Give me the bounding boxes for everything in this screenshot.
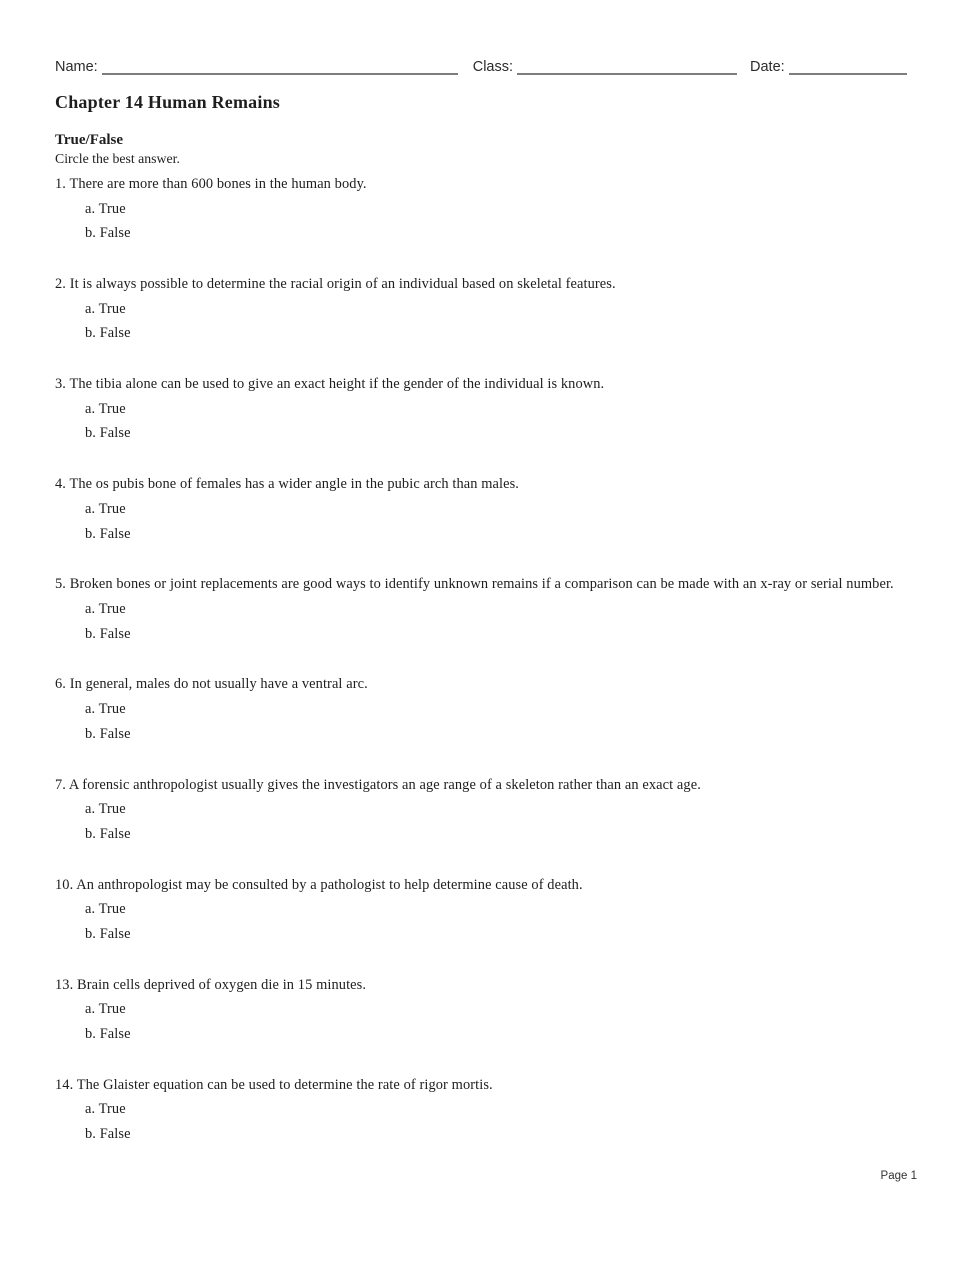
option-label: True — [98, 500, 126, 517]
question-label: An anthropologist may be consulted by a pathologist to help determine cause of death. — [76, 876, 583, 893]
option-label: True — [98, 400, 126, 417]
option-letter: b. — [85, 725, 96, 742]
answer-option — [55, 197, 917, 222]
option-label: False — [99, 725, 131, 742]
question-text — [55, 873, 917, 898]
answer-option — [55, 722, 917, 747]
option-letter: b. — [85, 825, 96, 842]
date-label: Date: — [750, 59, 785, 75]
option-letter: b. — [85, 425, 96, 442]
date-fill-line[interactable] — [789, 57, 907, 75]
option-label: True — [98, 200, 126, 217]
option-label: False — [99, 525, 131, 542]
answer-option — [55, 922, 917, 947]
question-item — [55, 672, 917, 746]
question-text — [55, 773, 917, 798]
answer-option — [55, 397, 917, 422]
option-letter: b. — [85, 325, 96, 342]
question-label: The Glaister equation can be used to determine the rate of rigor mortis. — [76, 1076, 493, 1093]
question-item — [55, 773, 917, 847]
question-item — [55, 472, 917, 546]
name-fill-line[interactable] — [102, 57, 458, 75]
name-label: Name: — [55, 59, 98, 75]
question-number: 6. — [55, 676, 66, 693]
option-letter: a. — [85, 901, 96, 918]
class-label: Class: — [472, 59, 514, 75]
option-label: False — [99, 925, 131, 942]
question-item — [55, 172, 917, 246]
question-text — [55, 672, 917, 697]
question-number: 14. — [55, 1076, 74, 1093]
option-label: False — [99, 325, 131, 342]
answer-option — [55, 522, 917, 547]
answer-option — [55, 1122, 917, 1147]
option-label: False — [99, 425, 131, 442]
option-label: False — [99, 1126, 131, 1143]
option-label: False — [99, 825, 131, 842]
question-number: 7. — [55, 776, 66, 793]
option-label: False — [99, 1026, 131, 1043]
option-letter: b. — [85, 925, 96, 942]
answer-option — [55, 1097, 917, 1122]
question-number: 3. — [55, 376, 66, 393]
answer-option — [55, 697, 917, 722]
answer-option — [55, 822, 917, 847]
option-letter: a. — [85, 300, 96, 317]
option-letter: b. — [85, 525, 96, 542]
answer-option — [55, 221, 917, 246]
section-instruction: Circle the best answer. — [55, 151, 180, 166]
option-letter: b. — [85, 1126, 96, 1143]
question-item — [55, 873, 917, 947]
option-letter: b. — [85, 225, 96, 242]
option-label: False — [99, 225, 131, 242]
answer-option — [55, 897, 917, 922]
question-label: A forensic anthropologist usually gives the investigators an age range of a skeleton rather than an exact age. — [68, 776, 701, 793]
option-label: True — [98, 901, 126, 918]
question-number: 4. — [55, 476, 66, 493]
option-label: True — [98, 1001, 126, 1018]
option-letter: b. — [85, 625, 96, 642]
answer-option — [55, 1022, 917, 1047]
section-heading: True/False — [55, 132, 124, 148]
answer-option — [55, 321, 917, 346]
question-text — [55, 572, 917, 597]
option-letter: a. — [85, 600, 96, 617]
question-label: There are more than 600 bones in the human body. — [69, 176, 367, 192]
answer-option — [55, 797, 917, 822]
question-text — [55, 372, 917, 397]
answer-option — [55, 622, 917, 647]
answer-option — [55, 597, 917, 622]
header-fill-in-row — [55, 54, 917, 75]
question-text — [55, 172, 917, 197]
question-label: The os pubis bone of females has a wider angle in the pubic arch than males. — [69, 476, 520, 493]
question-text — [55, 272, 917, 297]
option-letter: a. — [85, 1101, 96, 1118]
question-label: In general, males do not usually have a ventral arc. — [69, 676, 368, 693]
option-label: True — [98, 700, 126, 717]
question-text — [55, 973, 917, 998]
option-label: True — [98, 600, 126, 617]
option-letter: a. — [85, 400, 96, 417]
question-label: It is always possible to determine the racial origin of an individual based on skeletal features. — [69, 276, 616, 293]
questions-list — [55, 172, 917, 1147]
class-fill-line[interactable] — [517, 57, 737, 75]
option-label: True — [98, 300, 126, 317]
question-text — [55, 1073, 917, 1098]
answer-option — [55, 421, 917, 446]
question-item — [55, 572, 917, 646]
option-letter: a. — [85, 801, 96, 818]
option-letter: a. — [85, 700, 96, 717]
option-letter: a. — [85, 500, 96, 517]
option-label: False — [99, 625, 131, 642]
option-label: True — [98, 1101, 126, 1118]
option-letter: a. — [85, 200, 96, 217]
option-letter: b. — [85, 1026, 96, 1043]
question-text — [55, 472, 917, 497]
page-number: Page 1 — [880, 1170, 917, 1182]
question-number: 5. — [55, 576, 66, 593]
question-item — [55, 1073, 917, 1147]
question-label: Brain cells deprived of oxygen die in 15 minutes. — [77, 976, 367, 993]
question-item — [55, 973, 917, 1047]
answer-option — [55, 297, 917, 322]
question-label: The tibia alone can be used to give an exact height if the gender of the individual is known. — [69, 376, 605, 393]
option-label: True — [98, 801, 126, 818]
question-number: 13. — [55, 976, 74, 993]
question-number: 10. — [55, 876, 74, 893]
option-letter: a. — [85, 1001, 96, 1018]
answer-option — [55, 497, 917, 522]
question-label: Broken bones or joint replacements are good ways to identify unknown remains if a comparison can be made with an x-ray or serial number. — [69, 576, 894, 593]
question-item — [55, 372, 917, 446]
answer-option — [55, 997, 917, 1022]
question-item — [55, 272, 917, 346]
page-title: Chapter 14 Human Remains — [55, 92, 280, 112]
question-number: 1. — [55, 176, 66, 192]
question-number: 2. — [55, 276, 66, 293]
